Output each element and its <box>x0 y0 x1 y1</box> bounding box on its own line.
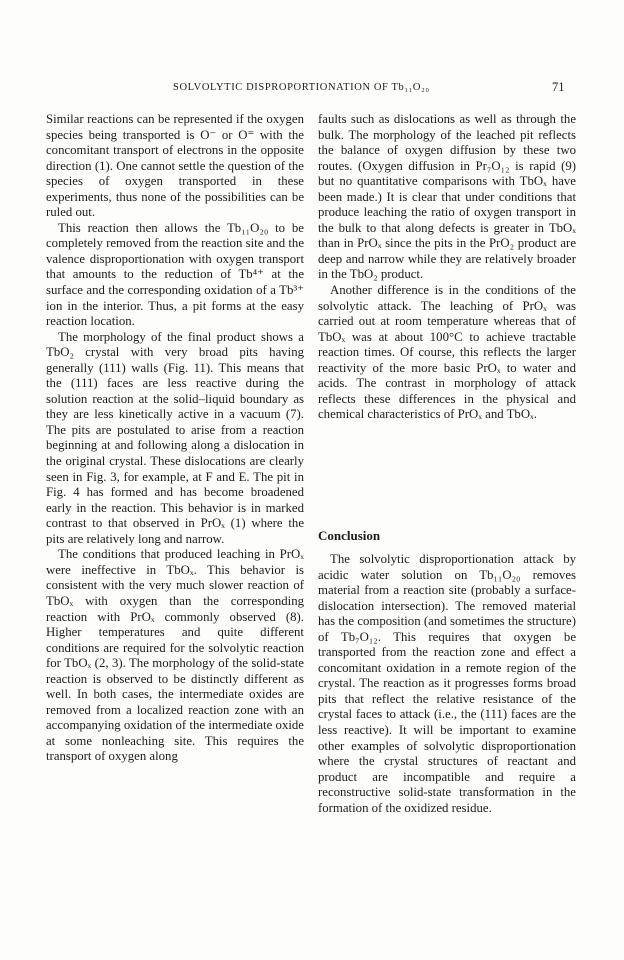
left-column <box>46 112 304 765</box>
conclusion-section <box>318 552 576 816</box>
left-paragraph-3: The morphology of the final product shows a TbO₂ crystal with very broad pits having generally (111) walls (Fig. 11). This means that the (111) faces are less reactive during the solution reaction at the solid–liquid boundary as they are less kinetically active in a vacuum (7). The pits are postulated to arise from a reaction beginning at and following along a dislocation in the original crystal. These dislocations are clearly seen in Fig. 3, for example, at F and E. The pit in Fig. 4 has formed and has become broadened early in the reaction. This behavior is in marked contrast to that observed in PrOₓ (1) where the pits are relatively long and narrow. <box>46 329 304 546</box>
running-head: SOLVOLYTIC DISPROPORTIONATION OF Tb₁₁O₂₀ <box>173 82 430 93</box>
conclusion-paragraph: The solvolytic disproportionation attack by acidic water solution on Tb₁₁O₂₀ removes material from a reaction site (probably a surface-dislocation intersection). The removed material has the composition (and sometimes the structure) of Tb₇O₁₂. This requires that oxygen be transported from the reaction zone and effect a concomitant oxidation in a remote region of the crystal. The reaction as it progresses forms broad pits that reflect the relative resistance of the crystal faces to attack (i.e., the (111) faces are the less reactive). It will be important to examine other examples of solvolytic disproportionation where the crystal structures of reactant and product are incompatible and require a reconstructive solid-state transformation in the formation of the oxidized residue. <box>318 552 576 815</box>
conclusion-heading: Conclusion <box>318 528 381 543</box>
left-paragraph-1: Similar reactions can be represented if the oxygen species being transported is O⁻ or O⁼ with the concomitant transport of electrons in the opposite direction (1). One cannot settle the question of the species of oxygen transported in these experiments, thus none of the possibilities can be ruled out. <box>46 112 304 220</box>
left-paragraph-2: This reaction then allows the Tb₁₁O₂₀ to be completely removed from the reaction site and the valence disproportionation with oxygen transport that amounts to the reduction of Tb⁴⁺ at the surface and the corresponding oxidation of a Tb³⁺ ion in the interior. Thus, a pit forms at the easy reaction location. <box>46 220 304 329</box>
right-column <box>318 112 576 423</box>
page-number: 71 <box>552 80 565 94</box>
right-paragraph-2: Another difference is in the conditions of the solvolytic attack. The leaching of PrOₓ was carried out at room temperature whereas that of TbOₓ was at about 100°C to achieve tractable reaction times. Of course, this reflects the larger reactivity of the more basic PrOₓ to water and acids. The contrast in morphology of attack reflects these differences in the physical and chemical characteristics of PrOₓ and TbOₓ. <box>318 283 576 422</box>
right-paragraph-1: faults such as dislocations as well as through the bulk. The morphology of the leached pit reflects the balance of oxygen diffusion by these two routes. (Oxygen diffusion in Pr₇O₁₂ is rapid (9) but no quantitative comparisons with TbOₓ have been made.) It is clear that under conditions that produce leaching the ratio of oxygen transport in the bulk to that along defects is greater in TbOₓ than in PrOₓ since the pits in the PrO₂ product are deep and narrow while they are relatively broader in the TbO₂ product. <box>318 112 576 282</box>
left-paragraph-4: The conditions that produced leaching in PrOₓ were ineffective in TbOₓ. This behavior is consistent with the very much slower reaction of TbOₓ with oxygen than the corresponding reaction with PrOₓ commonly observed (8). Higher temperatures and quite different conditions are required for the solvolytic reaction for TbOₓ (2, 3). The morphology of the solid-state reaction is observed to be distinctly different as well. In both cases, the intermediate oxides are removed from a localized reaction zone with an accompanying oxidation of the intermediate oxide at some nonleaching site. This requires the transport of oxygen along <box>46 547 304 764</box>
